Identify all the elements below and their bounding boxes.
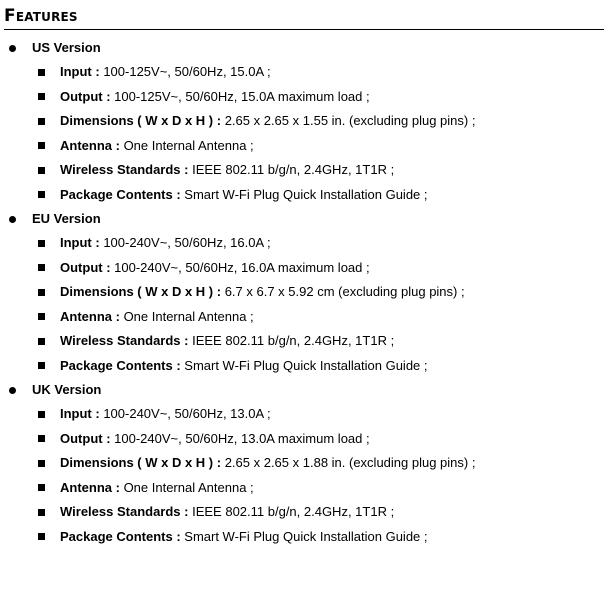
spec-list bbox=[0, 60, 607, 207]
spec-label: Input : bbox=[60, 406, 100, 421]
spec-label: Antenna : bbox=[60, 308, 120, 324]
square-bullet-icon bbox=[38, 460, 45, 467]
spec-item-output bbox=[0, 85, 607, 110]
square-bullet-icon bbox=[38, 435, 45, 442]
spec-label: Input : bbox=[60, 64, 100, 79]
spec-item-package-contents bbox=[0, 183, 607, 208]
spec-value: IEEE 802.11 b/g/n, 2.4GHz, 1T1R ; bbox=[188, 333, 395, 348]
square-bullet-icon bbox=[38, 484, 45, 491]
spec-list bbox=[0, 402, 607, 549]
square-bullet-icon bbox=[38, 118, 45, 125]
round-bullet-icon bbox=[9, 216, 16, 223]
square-bullet-icon bbox=[38, 69, 45, 76]
square-bullet-icon bbox=[38, 142, 45, 149]
spec-item-package-contents bbox=[0, 525, 607, 550]
spec-item-antenna bbox=[0, 134, 607, 159]
spec-label: Output : bbox=[60, 88, 111, 104]
spec-value: One Internal Antenna ; bbox=[119, 137, 254, 153]
spec-item-dimensions bbox=[0, 451, 607, 476]
square-bullet-icon bbox=[38, 533, 45, 540]
spec-item-input bbox=[0, 231, 607, 256]
spec-label: Package Contents : bbox=[60, 357, 181, 373]
spec-label: Input : bbox=[60, 235, 100, 250]
spec-value: 100-125V~, 50/60Hz, 15.0A ; bbox=[99, 64, 271, 79]
spec-value: Smart W-Fi Plug Quick Installation Guide ; bbox=[180, 186, 428, 202]
spec-value: IEEE 802.11 b/g/n, 2.4GHz, 1T1R ; bbox=[188, 504, 395, 519]
spec-label: Package Contents : bbox=[60, 528, 181, 544]
square-bullet-icon bbox=[38, 362, 45, 369]
square-bullet-icon bbox=[38, 240, 45, 247]
page-heading: Features bbox=[4, 6, 78, 26]
spec-value: 100-240V~, 50/60Hz, 16.0A ; bbox=[99, 235, 271, 250]
square-bullet-icon bbox=[38, 411, 45, 418]
spec-value: 100-125V~, 50/60Hz, 15.0A maximum load ; bbox=[110, 88, 370, 104]
square-bullet-icon bbox=[38, 338, 45, 345]
spec-item-wireless-standards bbox=[0, 158, 607, 183]
spec-label: Wireless Standards : bbox=[60, 333, 189, 348]
spec-item-input bbox=[0, 60, 607, 85]
spec-label: Wireless Standards : bbox=[60, 162, 189, 177]
section-title bbox=[0, 378, 607, 402]
spec-value: IEEE 802.11 b/g/n, 2.4GHz, 1T1R ; bbox=[188, 162, 395, 177]
square-bullet-icon bbox=[38, 509, 45, 516]
spec-label: Dimensions ( W x D x H ) : bbox=[60, 113, 222, 128]
spec-item-dimensions bbox=[0, 109, 607, 134]
spec-value: 100-240V~, 50/60Hz, 16.0A maximum load ; bbox=[110, 259, 370, 275]
spec-value: 2.65 x 2.65 x 1.55 in. (excluding plug pins) ; bbox=[221, 113, 476, 128]
square-bullet-icon bbox=[38, 191, 45, 198]
spec-value: 2.65 x 2.65 x 1.88 in. (excluding plug pins) ; bbox=[221, 455, 476, 470]
spec-label: Antenna : bbox=[60, 479, 120, 495]
spec-item-wireless-standards bbox=[0, 329, 607, 354]
spec-label: Output : bbox=[60, 430, 111, 446]
square-bullet-icon bbox=[38, 289, 45, 296]
spec-item-output bbox=[0, 427, 607, 452]
section-uk-version bbox=[0, 378, 607, 549]
spec-value: 100-240V~, 50/60Hz, 13.0A maximum load ; bbox=[110, 430, 370, 446]
section-title-text: UK Version bbox=[32, 382, 102, 397]
section-title bbox=[0, 207, 607, 231]
square-bullet-icon bbox=[38, 313, 45, 320]
spec-value: 100-240V~, 50/60Hz, 13.0A ; bbox=[99, 406, 271, 421]
spec-value: One Internal Antenna ; bbox=[119, 308, 254, 324]
spec-item-output bbox=[0, 256, 607, 281]
spec-label: Dimensions ( W x D x H ) : bbox=[60, 455, 222, 470]
round-bullet-icon bbox=[9, 45, 16, 52]
spec-item-antenna bbox=[0, 305, 607, 330]
section-title bbox=[0, 36, 607, 60]
section-title-text: US Version bbox=[32, 40, 101, 55]
spec-value: Smart W-Fi Plug Quick Installation Guide ; bbox=[180, 357, 428, 373]
spec-item-dimensions bbox=[0, 280, 607, 305]
section-title-text: EU Version bbox=[32, 211, 101, 226]
spec-label: Output : bbox=[60, 259, 111, 275]
spec-label: Dimensions ( W x D x H ) : bbox=[60, 284, 222, 299]
spec-value: 6.7 x 6.7 x 5.92 cm (excluding plug pins) ; bbox=[221, 284, 465, 299]
square-bullet-icon bbox=[38, 93, 45, 100]
spec-label: Wireless Standards : bbox=[60, 504, 189, 519]
section-eu-version bbox=[0, 207, 607, 378]
heading-divider bbox=[4, 29, 604, 30]
section-us-version bbox=[0, 36, 607, 207]
spec-item-wireless-standards bbox=[0, 500, 607, 525]
spec-item-input bbox=[0, 402, 607, 427]
version-list bbox=[0, 36, 607, 549]
square-bullet-icon bbox=[38, 264, 45, 271]
spec-value: One Internal Antenna ; bbox=[119, 479, 254, 495]
spec-item-antenna bbox=[0, 476, 607, 501]
spec-value: Smart W-Fi Plug Quick Installation Guide ; bbox=[180, 528, 428, 544]
spec-label: Package Contents : bbox=[60, 186, 181, 202]
spec-item-package-contents bbox=[0, 354, 607, 379]
round-bullet-icon bbox=[9, 387, 16, 394]
spec-label: Antenna : bbox=[60, 137, 120, 153]
spec-list bbox=[0, 231, 607, 378]
square-bullet-icon bbox=[38, 167, 45, 174]
